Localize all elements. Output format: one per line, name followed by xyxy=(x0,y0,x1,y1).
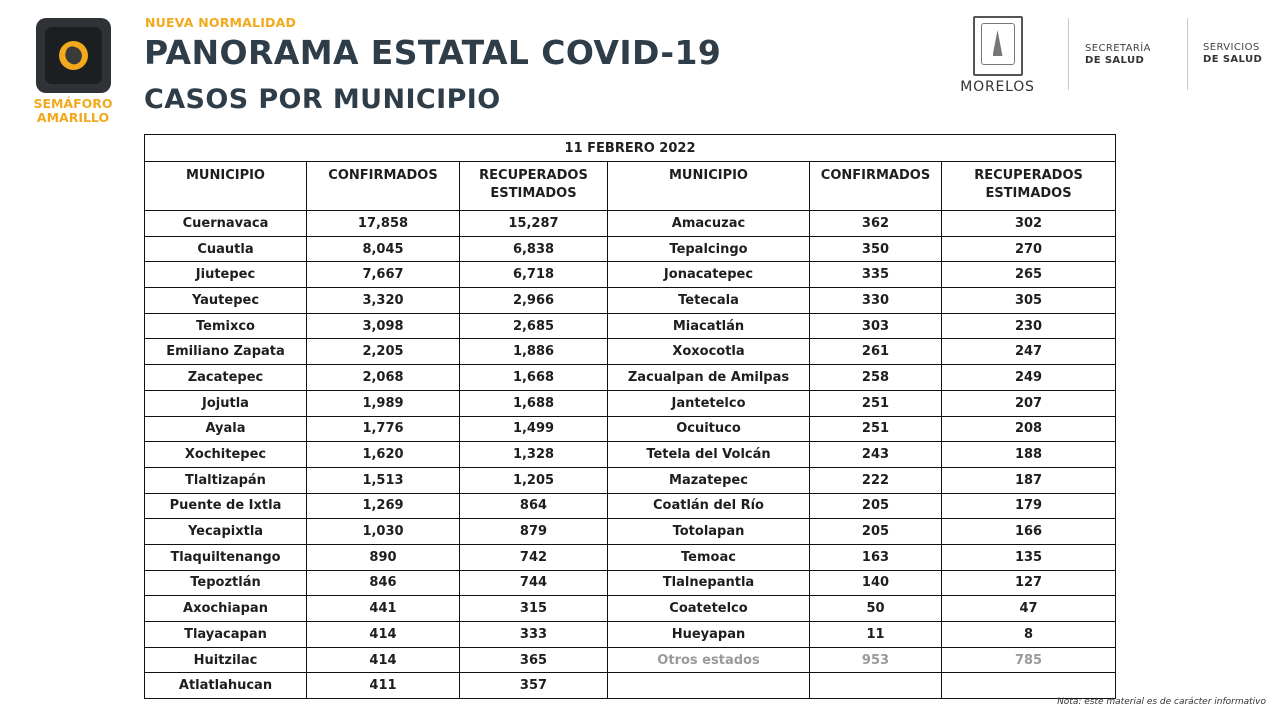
confirmados-cell: 2,205 xyxy=(307,339,460,365)
confirmados-cell: 350 xyxy=(810,236,942,262)
table-row xyxy=(145,416,1116,442)
confirmados-cell: 3,098 xyxy=(307,313,460,339)
municipio-cell: Jonacatepec xyxy=(608,262,810,288)
recuperados-cell: 1,205 xyxy=(460,467,608,493)
municipio-cell: Tlayacapan xyxy=(145,622,307,648)
recuperados-cell: 270 xyxy=(942,236,1116,262)
confirmados-cell: 1,776 xyxy=(307,416,460,442)
recuperados-cell: 8 xyxy=(942,622,1116,648)
municipio-cell: Tetela del Volcán xyxy=(608,442,810,468)
confirmados-cell: 1,030 xyxy=(307,519,460,545)
recuperados-cell: 135 xyxy=(942,544,1116,570)
confirmados-cell: 362 xyxy=(810,211,942,237)
municipio-cell: Coatlán del Río xyxy=(608,493,810,519)
confirmados-cell: 2,068 xyxy=(307,365,460,391)
municipio-cell xyxy=(608,673,810,699)
recuperados-cell: 166 xyxy=(942,519,1116,545)
table-row xyxy=(145,570,1116,596)
municipio-cell: Jojutla xyxy=(145,390,307,416)
table-row xyxy=(145,442,1116,468)
recuperados-cell: 365 xyxy=(460,647,608,673)
confirmados-cell: 1,620 xyxy=(307,442,460,468)
table-row xyxy=(145,236,1116,262)
confirmados-cell: 303 xyxy=(810,313,942,339)
recuperados-cell: 2,685 xyxy=(460,313,608,339)
municipio-cell: Tepalcingo xyxy=(608,236,810,262)
semaforo-logo xyxy=(36,18,111,93)
recuperados-cell: 247 xyxy=(942,339,1116,365)
table-row xyxy=(145,647,1116,673)
municipio-cell: Tepoztlán xyxy=(145,570,307,596)
recuperados-cell: 879 xyxy=(460,519,608,545)
report-date: 11 FEBRERO 2022 xyxy=(145,135,1116,162)
municipio-cell: Otros estados xyxy=(608,647,810,673)
municipio-cell: Atlatlahucan xyxy=(145,673,307,699)
semaforo-label-line1: SEMÁFORO xyxy=(33,96,113,111)
semaforo-label xyxy=(28,97,118,125)
recuperados-cell: 302 xyxy=(942,211,1116,237)
col-header-municipio: MUNICIPIO xyxy=(145,162,307,211)
confirmados-cell: 261 xyxy=(810,339,942,365)
municipio-cell: Totolapan xyxy=(608,519,810,545)
servicios-line2: DE SALUD xyxy=(1203,54,1263,65)
municipio-cell: Tlalnepantla xyxy=(608,570,810,596)
municipio-cell: Temoac xyxy=(608,544,810,570)
recuperados-cell xyxy=(942,673,1116,699)
header-divider-2 xyxy=(1187,18,1188,90)
recuperados-cell: 187 xyxy=(942,467,1116,493)
municipio-cell: Mazatepec xyxy=(608,467,810,493)
municipio-cell: Emiliano Zapata xyxy=(145,339,307,365)
col-header-confirmados-2: CONFIRMADOS xyxy=(810,162,942,211)
municipio-cell: Jantetelco xyxy=(608,390,810,416)
municipio-cell: Tlaquiltenango xyxy=(145,544,307,570)
table-body xyxy=(145,211,1116,699)
recuperados-cell: 230 xyxy=(942,313,1116,339)
municipio-cell: Yecapixtla xyxy=(145,519,307,545)
table-row xyxy=(145,596,1116,622)
recuperados-cell: 6,718 xyxy=(460,262,608,288)
confirmados-cell: 140 xyxy=(810,570,942,596)
confirmados-cell: 411 xyxy=(307,673,460,699)
recuperados-cell: 1,668 xyxy=(460,365,608,391)
state-label: MORELOS xyxy=(960,79,1035,95)
confirmados-cell: 17,858 xyxy=(307,211,460,237)
confirmados-cell: 335 xyxy=(810,262,942,288)
municipio-cell: Hueyapan xyxy=(608,622,810,648)
confirmados-cell: 890 xyxy=(307,544,460,570)
table-row xyxy=(145,467,1116,493)
kicker-text: NUEVA NORMALIDAD xyxy=(145,15,297,30)
cases-table xyxy=(144,134,1116,699)
municipio-cell: Zacatepec xyxy=(145,365,307,391)
confirmados-cell: 330 xyxy=(810,288,942,314)
table-row xyxy=(145,519,1116,545)
confirmados-cell: 251 xyxy=(810,390,942,416)
confirmados-cell: 251 xyxy=(810,416,942,442)
semaforo-logo-frame xyxy=(36,18,111,93)
recuperados-cell: 15,287 xyxy=(460,211,608,237)
recuperados-cell: 265 xyxy=(942,262,1116,288)
recuperados-cell: 742 xyxy=(460,544,608,570)
col-header-recuperados: RECUPERADOS ESTIMADOS xyxy=(460,162,608,211)
municipio-cell: Axochiapan xyxy=(145,596,307,622)
col-header-recuperados-2: RECUPERADOS ESTIMADOS xyxy=(942,162,1116,211)
recuperados-cell: 2,966 xyxy=(460,288,608,314)
recuperados-cell: 315 xyxy=(460,596,608,622)
recuperados-cell: 333 xyxy=(460,622,608,648)
header-row xyxy=(145,162,1116,211)
secretaria-logo xyxy=(1085,43,1151,67)
confirmados-cell: 953 xyxy=(810,647,942,673)
table-row xyxy=(145,211,1116,237)
date-row xyxy=(145,135,1116,162)
recuperados-cell: 249 xyxy=(942,365,1116,391)
recuperados-cell: 785 xyxy=(942,647,1116,673)
morelos-seal-icon xyxy=(973,16,1023,76)
confirmados-cell: 7,667 xyxy=(307,262,460,288)
table-row xyxy=(145,493,1116,519)
recuperados-cell: 305 xyxy=(942,288,1116,314)
recuperados-cell: 188 xyxy=(942,442,1116,468)
recuperados-cell: 1,886 xyxy=(460,339,608,365)
confirmados-cell: 258 xyxy=(810,365,942,391)
confirmados-cell: 205 xyxy=(810,519,942,545)
page-subtitle: CASOS POR MUNICIPIO xyxy=(144,84,501,115)
table-row xyxy=(145,673,1116,699)
recuperados-cell: 1,688 xyxy=(460,390,608,416)
table-row xyxy=(145,622,1116,648)
recuperados-cell: 6,838 xyxy=(460,236,608,262)
confirmados-cell: 243 xyxy=(810,442,942,468)
municipio-cell: Yautepec xyxy=(145,288,307,314)
semaforo-logo-inner xyxy=(45,27,102,84)
recuperados-cell: 179 xyxy=(942,493,1116,519)
table-row xyxy=(145,288,1116,314)
municipio-cell: Zacualpan de Amilpas xyxy=(608,365,810,391)
confirmados-cell: 414 xyxy=(307,622,460,648)
municipio-cell: Huitzilac xyxy=(145,647,307,673)
table-row xyxy=(145,390,1116,416)
confirmados-cell: 1,989 xyxy=(307,390,460,416)
confirmados-cell: 222 xyxy=(810,467,942,493)
municipio-cell: Xoxocotla xyxy=(608,339,810,365)
municipio-cell: Coatetelco xyxy=(608,596,810,622)
recuperados-cell: 47 xyxy=(942,596,1116,622)
recuperados-cell: 1,328 xyxy=(460,442,608,468)
table-row xyxy=(145,313,1116,339)
secretaria-line1: SECRETARÍA xyxy=(1085,43,1151,54)
municipio-cell: Temixco xyxy=(145,313,307,339)
recuperados-cell: 864 xyxy=(460,493,608,519)
table-row xyxy=(145,339,1116,365)
recuperados-cell: 357 xyxy=(460,673,608,699)
page-title: PANORAMA ESTATAL COVID-19 xyxy=(144,33,722,72)
municipio-cell: Amacuzac xyxy=(608,211,810,237)
municipio-cell: Miacatlán xyxy=(608,313,810,339)
confirmados-cell: 1,513 xyxy=(307,467,460,493)
municipio-cell: Xochitepec xyxy=(145,442,307,468)
col-header-municipio-2: MUNICIPIO xyxy=(608,162,810,211)
municipio-cell: Tlaltizapán xyxy=(145,467,307,493)
municipio-cell: Ocuituco xyxy=(608,416,810,442)
semaforo-label-line2: AMARILLO xyxy=(36,110,110,125)
col-header-confirmados: CONFIRMADOS xyxy=(307,162,460,211)
morelos-logo xyxy=(955,16,1040,96)
confirmados-cell: 163 xyxy=(810,544,942,570)
table-row xyxy=(145,544,1116,570)
recuperados-cell: 1,499 xyxy=(460,416,608,442)
confirmados-cell: 205 xyxy=(810,493,942,519)
confirmados-cell: 50 xyxy=(810,596,942,622)
recuperados-cell: 208 xyxy=(942,416,1116,442)
secretaria-line2: DE SALUD xyxy=(1085,55,1145,66)
municipio-cell: Jiutepec xyxy=(145,262,307,288)
table-row xyxy=(145,262,1116,288)
confirmados-cell: 8,045 xyxy=(307,236,460,262)
confirmados-cell: 441 xyxy=(307,596,460,622)
confirmados-cell: 1,269 xyxy=(307,493,460,519)
municipio-cell: Cuautla xyxy=(145,236,307,262)
header-divider-1 xyxy=(1068,18,1069,90)
recuperados-cell: 127 xyxy=(942,570,1116,596)
municipio-cell: Cuernavaca xyxy=(145,211,307,237)
footnote: Nota: este material es de carácter informativo xyxy=(1057,697,1266,707)
confirmados-cell: 3,320 xyxy=(307,288,460,314)
recuperados-cell: 207 xyxy=(942,390,1116,416)
servicios-logo xyxy=(1203,42,1262,66)
table-row xyxy=(145,365,1116,391)
municipio-cell: Tetecala xyxy=(608,288,810,314)
recuperados-cell: 744 xyxy=(460,570,608,596)
confirmados-cell: 11 xyxy=(810,622,942,648)
municipio-cell: Ayala xyxy=(145,416,307,442)
confirmados-cell xyxy=(810,673,942,699)
confirmados-cell: 414 xyxy=(307,647,460,673)
servicios-line1: SERVICIOS xyxy=(1203,42,1260,53)
confirmados-cell: 846 xyxy=(307,570,460,596)
municipio-cell: Puente de Ixtla xyxy=(145,493,307,519)
